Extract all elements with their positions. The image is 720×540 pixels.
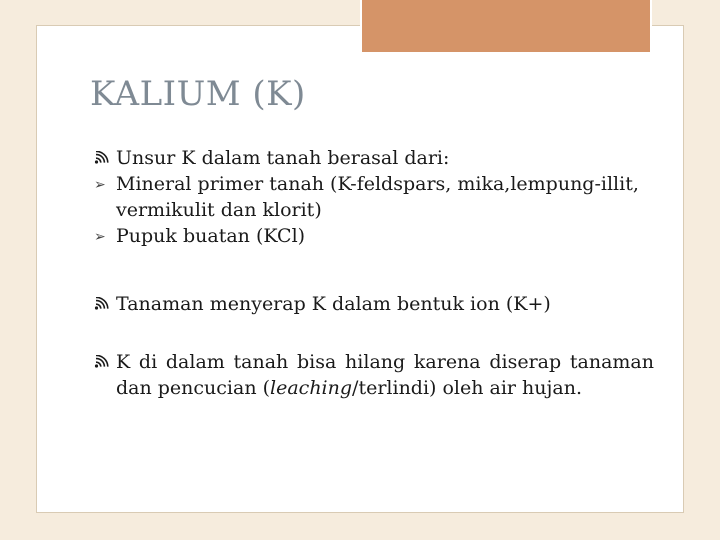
slide-content — [94, 145, 654, 401]
signal-wave-icon — [94, 291, 114, 311]
accent-tab — [360, 0, 652, 54]
bullet-item — [94, 291, 654, 317]
bullet-text: /terlindi) oleh air hujan. — [352, 377, 583, 399]
bullet-item — [94, 349, 654, 401]
arrowhead-icon: ➢ — [94, 229, 106, 245]
sub-bullet-text: Pupuk buatan (KCl) — [116, 225, 306, 247]
slide-title: KALIUM (K) — [90, 74, 306, 114]
bullet-text: Tanaman menyerap K dalam bentuk ion (K+) — [116, 293, 551, 315]
signal-wave-icon — [94, 349, 114, 369]
bullet-item — [94, 145, 654, 171]
bullet-text: K di dalam tanah bisa hilang karena diserap tanaman dan pencucian ( — [116, 351, 654, 399]
sub-bullet-item — [94, 171, 654, 223]
bullet-text-italic: leaching — [270, 377, 353, 399]
arrowhead-icon: ➢ — [94, 177, 106, 193]
bullet-text: Unsur K dalam tanah berasal dari: — [116, 147, 450, 169]
signal-wave-icon — [94, 145, 114, 165]
sub-bullet-item — [94, 223, 654, 249]
sub-bullet-text: Mineral primer tanah (K-feldspars, mika,lempung-illit, vermikulit dan klorit) — [116, 173, 639, 221]
